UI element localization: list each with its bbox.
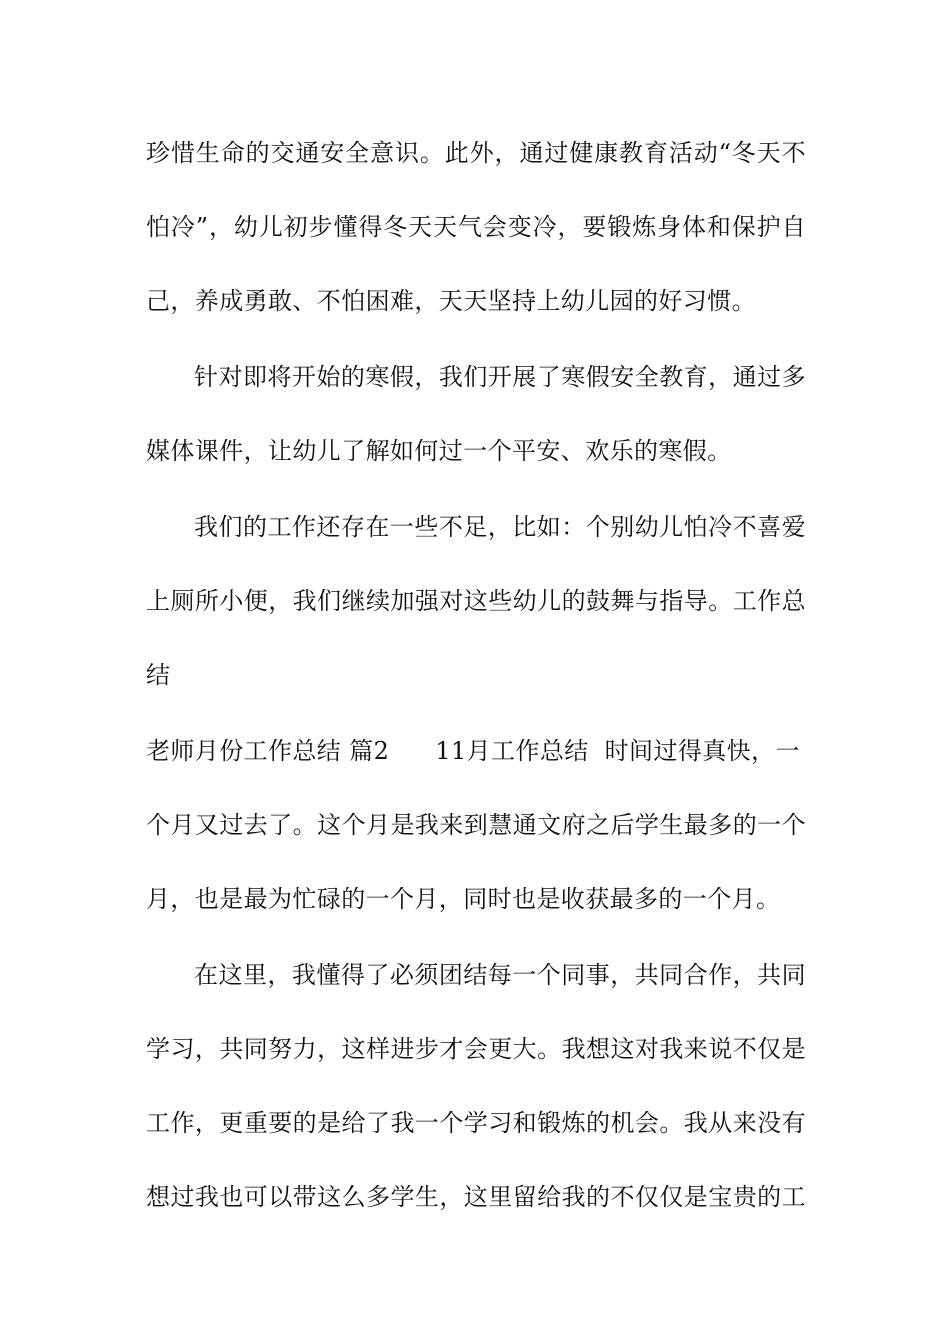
text-line: 怕冷”，幼儿初步懂得冬天天气会变冷，要锻炼身体和保护自 [146, 213, 806, 241]
text-line: 珍惜生命的交通安全意识。此外，通过健康教育活动“冬天不 [146, 139, 806, 167]
section-subtitle: 11月工作总结 [435, 737, 589, 765]
section-heading-line [146, 736, 806, 766]
text-line: 结 [146, 661, 171, 689]
text-line: 媒体课件，让幼儿了解如何过一个平安、欢乐的寒假。 [146, 437, 732, 465]
paragraph-first-line: 在这里，我懂得了必须团结每一个同事，共同合作，共同 [194, 961, 806, 989]
text-line: 想过我也可以带这么多学生，这里留给我的不仅仅是宝贵的工 [146, 1183, 806, 1211]
text-line: 上厕所小便，我们继续加强对这些幼儿的鼓舞与指导。工作总 [146, 587, 806, 615]
text-line: 学习，共同努力，这样进步才会更大。我想这对我来说不仅是 [146, 1035, 806, 1063]
text-line: 工作，更重要的是给了我一个学习和锻炼的机会。我从来没有 [146, 1109, 806, 1137]
text-line: 个月又过去了。这个月是我来到慧通文府之后学生最多的一个 [146, 811, 806, 839]
text-line: 月，也是最为忙碌的一个月，同时也是收获最多的一个月。 [146, 885, 781, 913]
text-line: 己，养成勇敢、不怕困难，天天坚持上幼儿园的好习惯。 [146, 287, 756, 315]
section-text: 时间过得真快，一 [604, 737, 800, 765]
section-title: 老师月份工作总结 篇2 [146, 737, 390, 765]
paragraph-first-line: 针对即将开始的寒假，我们开展了寒假安全教育，通过多 [194, 363, 806, 391]
paragraph-first-line: 我们的工作还存在一些不足，比如：个别幼儿怕冷不喜爱 [194, 513, 806, 541]
